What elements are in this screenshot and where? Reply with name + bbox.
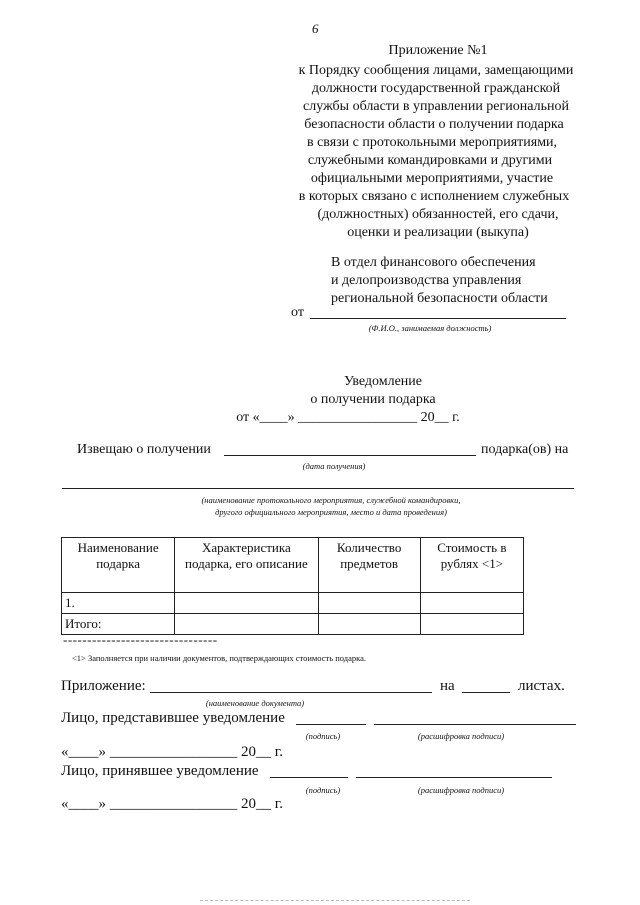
table-row [62,593,524,614]
submitter-sig-caption: (подпись) [305,731,341,741]
page-number: 6 [312,21,319,36]
table-cell[interactable] [420,614,523,635]
addressee-line: В отдел финансового обеспечения [331,255,536,270]
appendix-line: (должностных) обязанностей, его сдачи, [317,207,559,222]
receiver-label: Лицо, принявшее уведомление [61,763,259,779]
notice-date-line: от «____» _________________ 20__ г. [236,410,460,425]
attachment-field[interactable] [150,692,432,693]
gifts-table [61,537,524,635]
notice-subtitle: о получении подарка [310,392,436,407]
appendix-title: Приложение №1 [388,43,488,58]
attachment-label: Приложение: [61,678,146,694]
notice-title: Уведомление [343,374,423,389]
appendix-line: в которых связано с исполнением служебных [298,189,570,204]
table-header: Характеристика подарка, его описание [175,538,318,593]
receiver-date-line: «____» _________________ 20__ г. [61,796,283,812]
table-header: Наименование подарка [62,538,175,593]
inform-suffix: подарка(ов) на [481,442,569,457]
submitter-date-line: «____» _________________ 20__ г. [61,744,283,760]
table-cell[interactable] [420,593,523,614]
table-header: Стоимость в рублях <1> [420,538,523,593]
from-caption: (Ф.И.О., занимаемая должность) [368,323,492,333]
sheets-field[interactable] [462,692,510,693]
from-label: от [291,305,304,320]
from-field[interactable] [310,318,566,319]
event-caption: (наименование протокольного мероприятия, служебной командировки, [201,495,461,505]
table-cell[interactable] [318,593,420,614]
appendix-line: к Порядку сообщения лицами, замещающими [298,63,574,78]
addressee-line: региональной безопасности области [331,291,548,306]
date-caption: (дата получения) [302,461,366,471]
submitter-decode-field[interactable] [374,724,576,725]
submitter-decode-caption: (расшифровка подписи) [417,731,505,741]
receipt-date-field[interactable] [224,455,476,456]
submitter-label: Лицо, представившее уведомление [61,710,285,726]
appendix-line: службы области в управлении региональной [303,99,569,114]
table-cell[interactable]: Итого: [62,614,175,635]
receiver-decode-field[interactable] [356,777,552,778]
footnote-text: <1> Заполняется при наличии документов, подтверждающих стоимость подарка. [72,653,367,663]
receiver-sig-caption: (подпись) [305,785,341,795]
table-cell[interactable]: 1. [62,593,175,614]
receiver-signature-field[interactable] [270,777,348,778]
appendix-line: должности государственной гражданской [311,81,561,96]
appendix-line: служебными командировками и другими [307,153,553,168]
inform-label: Извещаю о получении [77,442,211,457]
attachment-on-label: на [440,678,455,694]
submitter-signature-field[interactable] [296,724,366,725]
appendix-line: безопасности области о получении подарка [304,117,564,132]
table-cell[interactable] [175,593,318,614]
scan-artifact [200,900,470,901]
event-field[interactable] [62,488,574,489]
attachment-sheets-label: листах. [518,678,565,694]
addressee-line: и делопроизводства управления [331,273,522,288]
attachment-caption: (наименование документа) [205,698,305,708]
receiver-decode-caption: (расшифровка подписи) [417,785,505,795]
table-header: Количество предметов [318,538,420,593]
appendix-line: в связи с протокольными мероприятиями, [306,135,558,150]
appendix-line: оценки и реализации (выкупа) [347,225,529,240]
appendix-line: официальными мероприятиями, участие [310,171,554,186]
footnote-separator: -------------------------------- [63,632,218,647]
event-caption: другого официального мероприятия, место и дата проведения) [215,507,447,517]
table-cell[interactable] [318,614,420,635]
